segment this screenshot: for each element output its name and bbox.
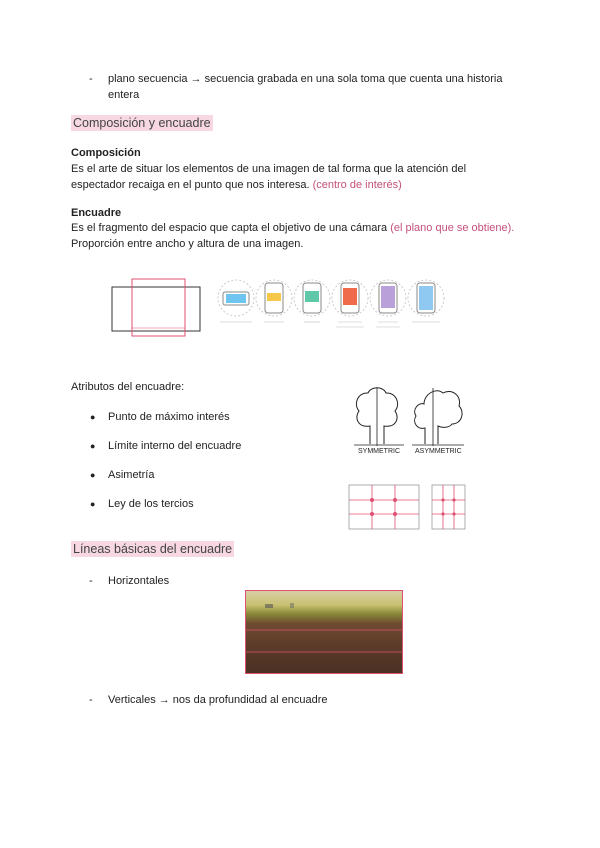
composicion-line-1: Es el arte de situar los elementos de una imagen de tal forma que la atención del xyxy=(71,163,467,175)
lineas-item-horizontales: Horizontales xyxy=(108,575,170,587)
list-dash: - xyxy=(89,694,93,706)
thirds-grid-narrow xyxy=(432,485,465,529)
encuadre-title: Encuadre xyxy=(71,207,122,219)
bullet-dot: ● xyxy=(90,499,96,509)
composicion-title: Composición xyxy=(71,147,141,159)
phone-format-6 xyxy=(408,280,444,322)
atributo-item-4: Ley de los tercios xyxy=(108,498,194,510)
encuadre-text: Es el fragmento del espacio que capta el objetivo de una cámara xyxy=(71,222,388,234)
encuadre-note: (el plano que se obtiene). xyxy=(390,222,515,234)
intro-line-2: entera xyxy=(108,89,140,101)
phone-format-4 xyxy=(332,280,368,327)
frame-formats-figure xyxy=(110,276,450,340)
bullet-dot: ● xyxy=(90,412,96,422)
phone-format-2 xyxy=(256,280,292,322)
phone-format-5 xyxy=(370,280,406,327)
section-heading-composicion xyxy=(71,116,213,130)
lineas-item-verticales: Verticales → nos da profundidad al encuadre xyxy=(108,694,328,706)
thirds-grid-wide xyxy=(349,485,419,529)
atributo-item-2: Límite interno del encuadre xyxy=(108,440,242,452)
composicion-line-2 xyxy=(71,177,402,193)
phone-formats xyxy=(218,280,444,327)
field-photo xyxy=(245,590,403,674)
intro-line-1: plano secuencia → secuencia grabada en una sola toma que cuenta una historia xyxy=(108,73,503,85)
composicion-text: espectador recaiga en el punto que nos interesa. xyxy=(71,179,310,191)
atributos-title: Atributos del encuadre: xyxy=(71,381,185,393)
encuadre-line-2: Proporción entre ancho y altura de una imagen. xyxy=(71,238,304,250)
symmetric-tree xyxy=(356,388,397,446)
atributo-item-3: Asimetría xyxy=(108,469,155,481)
list-dash: - xyxy=(89,73,93,85)
symmetric-label: SYMMETRIC xyxy=(358,448,400,454)
list-dash: - xyxy=(89,575,93,587)
symmetry-trees-illustration xyxy=(352,384,470,454)
bullet-dot: ● xyxy=(90,441,96,451)
rule-of-thirds-grids xyxy=(347,483,467,533)
asymmetric-label: ASYMMETRIC xyxy=(415,448,462,454)
section-heading-lineas xyxy=(71,542,234,556)
bullet-dot: ● xyxy=(90,470,96,480)
phone-format-1 xyxy=(218,280,254,322)
asymmetric-tree xyxy=(415,388,462,446)
highlighted-heading: Composición y encuadre xyxy=(73,116,211,130)
field-photo-horizontal-lines xyxy=(245,590,403,674)
wide-frame xyxy=(112,287,200,331)
phone-format-3 xyxy=(294,280,330,322)
encuadre-line-1 xyxy=(71,220,514,236)
atributo-item-1: Punto de máximo interés xyxy=(108,411,230,423)
highlighted-heading: Líneas básicas del encuadre xyxy=(73,542,233,556)
composicion-note: (centro de interés) xyxy=(312,179,402,191)
